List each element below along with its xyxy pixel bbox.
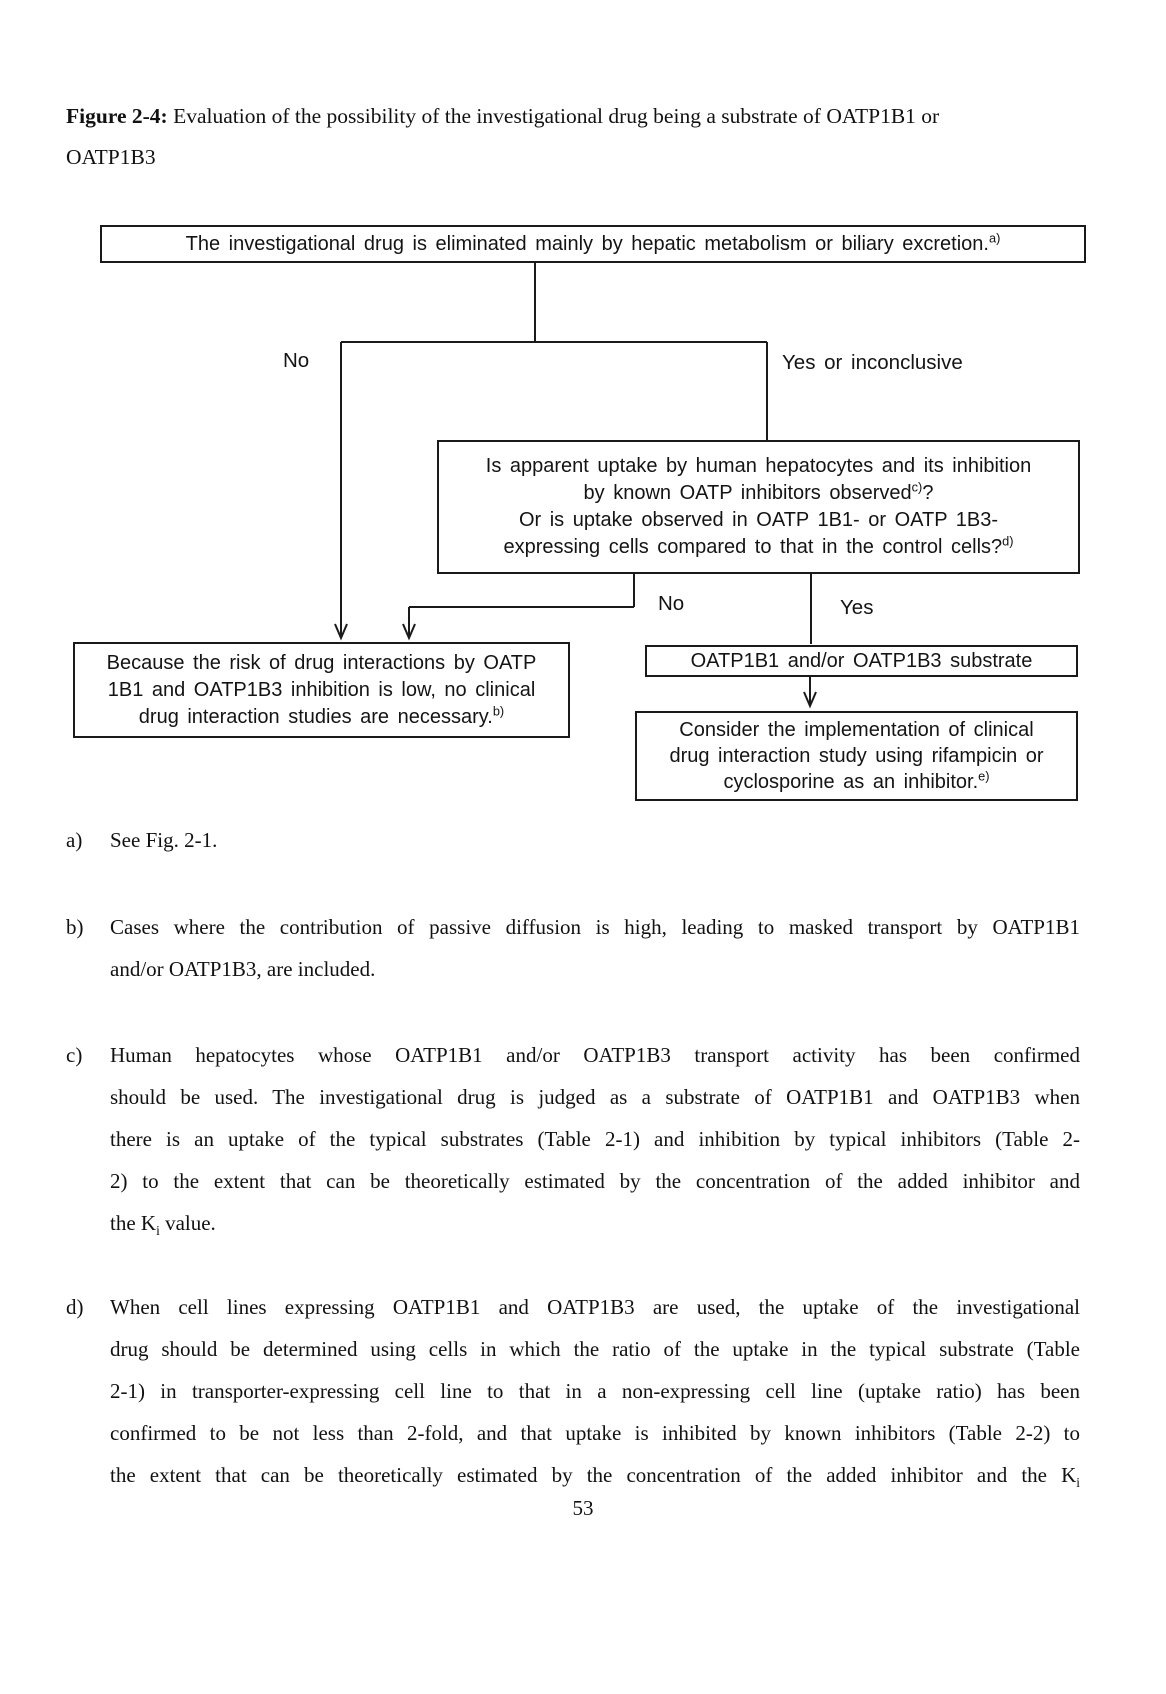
box-uptake-line3: Or is uptake observed in OATP 1B1- or OATP 1B3- — [518, 509, 999, 531]
footnote-b-line: and/or OATP1B3, are included. — [110, 957, 376, 981]
footnote-c-line: 2) to the extent that can be theoretically estimated by the concentration of the added inhibitor and — [110, 1169, 1080, 1193]
box-uptake-question — [437, 440, 1080, 574]
branch-label-yes-inconclusive: Yes or inconclusive — [782, 351, 963, 374]
page-number: 53 — [572, 1496, 594, 1520]
figure-caption: Evaluation of the possibility of the investigational drug being a substrate of OATP1B1 or — [167, 104, 940, 128]
footnote-a-text: See Fig. 2-1. — [110, 828, 218, 852]
box-uptake-line4: expressing cells compared to that in the control cells?$^{d)}$ — [503, 533, 1014, 558]
figure-title — [66, 96, 1088, 178]
footnote-c-text — [110, 1034, 1080, 1244]
footnote-d-label: d) — [66, 1295, 84, 1319]
footnote-b — [66, 906, 1080, 990]
box-substrate-text: OATP1B1 and/or OATP1B3 substrate — [690, 649, 1033, 672]
footnote-a-label: a) — [66, 828, 83, 852]
box-consider-line2: drug interaction study using rifampicin or — [669, 745, 1044, 767]
footnote-d-line: 2-1) in transporter-expressing cell line to that in a non-expressing cell line (uptake ratio) has been — [110, 1379, 1080, 1403]
figure-title-line2: OATP1B3 — [66, 145, 156, 169]
branch-label-yes-2: Yes — [840, 596, 874, 619]
box-consider-study — [635, 711, 1078, 801]
footnote-d-line: confirmed to be not less than 2-fold, and that uptake is inhibited by known inhibitors (Table 2-2) to — [110, 1421, 1080, 1445]
branch-label-no-1: No — [283, 349, 310, 372]
footnote-d-line: drug should be determined using cells in which the ratio of the uptake in the typical substrate (Table — [110, 1337, 1080, 1361]
footnote-b-label: b) — [66, 915, 84, 939]
box-low-risk-no-study — [73, 642, 570, 738]
branch-label-no-2: No — [658, 592, 685, 615]
superscript-b: b) — [492, 702, 505, 718]
footnote-c-line: Human hepatocytes whose OATP1B1 and/or OATP1B3 transport activity has been confirmed — [110, 1043, 1080, 1067]
arrowhead-no2 — [403, 624, 415, 638]
arrowhead-no-branch — [335, 624, 347, 638]
box-consider-line3: cyclosporine as an inhibitor.$^{e)}$ — [723, 768, 990, 793]
figure-title-line1 — [66, 96, 1088, 137]
superscript-c: c) — [911, 479, 923, 495]
footnote-c-line: should be used. The investigational drug is judged as a substrate of OATP1B1 and OATP1B3 when — [110, 1085, 1080, 1109]
footnote-d — [66, 1286, 1080, 1496]
footnote-d-line: When cell lines expressing OATP1B1 and OATP1B3 are used, the uptake of the investigational — [110, 1295, 1080, 1319]
superscript-a: a) — [988, 229, 1001, 245]
superscript-e: e) — [978, 768, 990, 784]
subscript-i: i — [156, 1223, 160, 1239]
box-uptake-line1: Is apparent uptake by human hepatocytes and its inhibition — [485, 455, 1032, 477]
footnote-d-text — [110, 1286, 1080, 1496]
footnote-c — [66, 1034, 1080, 1244]
box-uptake-line2: by known OATP inhibitors observed$^{c)}$? — [583, 479, 934, 504]
footnote-d-line: the extent that can be theoretically estimated by the concentration of the added inhibitor and the $K_i$ — [110, 1463, 1080, 1491]
footnote-a — [66, 819, 1080, 861]
footnote-b-text — [110, 906, 1080, 990]
footnote-c-label: c) — [66, 1043, 83, 1067]
footnote-b-line: Cases where the contribution of passive diffusion is high, leading to masked transport by OATP1B1 — [110, 915, 1080, 939]
subscript-i: i — [1076, 1475, 1080, 1491]
figure-label: Figure 2-4: — [66, 104, 168, 128]
box-low-risk-line3: drug interaction studies are necessary.$^{b)}$ — [138, 702, 505, 728]
box-hepatic-elimination-text: The investigational drug is eliminated mainly by hepatic metabolism or biliary excretion.$^{a)}$ — [185, 229, 1001, 255]
arrowhead-consider — [804, 692, 816, 706]
superscript-d: d) — [1002, 533, 1014, 549]
footnote-c-line: the $K_i$ value. — [110, 1211, 216, 1239]
footnote-c-line: there is an uptake of the typical substrates (Table 2-1) and inhibition by typical inhibitors (Table 2- — [110, 1127, 1080, 1151]
box-low-risk-line2: 1B1 and OATP1B3 inhibition is low, no clinical — [107, 678, 536, 701]
box-low-risk-line1: Because the risk of drug interactions by OATP — [106, 651, 537, 674]
box-substrate — [645, 645, 1078, 677]
box-consider-line1: Consider the implementation of clinical — [679, 719, 1034, 741]
box-hepatic-elimination — [100, 225, 1086, 263]
